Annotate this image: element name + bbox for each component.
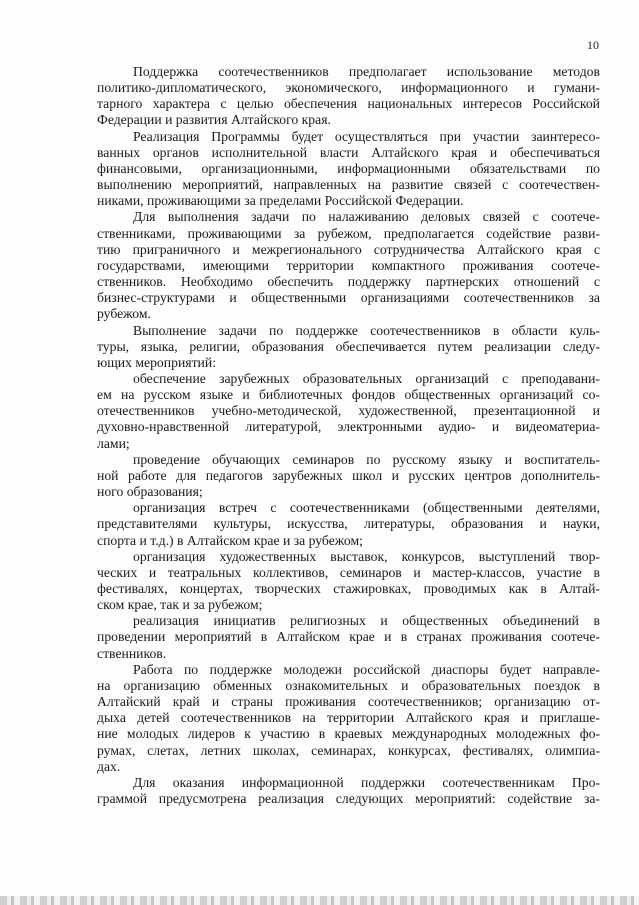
text-line: Работа по поддержке молодежи российской диаспоры будет направле- xyxy=(133,661,600,677)
text-line: реализация инициатив религиозных и общественных объединений в xyxy=(133,613,600,629)
text-line: ванных органов исполнительной власти Алтайского края и обеспечиваться xyxy=(97,144,600,160)
text-line: бизнес-структурами и общественными организациями соотечественников за xyxy=(97,290,600,306)
text-line: государствами, имеющими территории компактного проживания соотече- xyxy=(97,257,600,273)
text-line: Реализация Программы будет осуществляться при участии заинтересо- xyxy=(133,128,600,144)
text-line: туры, языка, религии, образования обеспечивается путем реализации следу- xyxy=(97,338,600,354)
text-line: граммой предусмотрена реализация следующих мероприятий: содействие за- xyxy=(97,791,600,807)
paragraph xyxy=(97,500,600,548)
text-line: Федерации и развития Алтайского края. xyxy=(97,112,331,128)
text-line: ственников. xyxy=(97,645,167,661)
text-line: ственников. Необходимо обеспечить поддержку партнерских отношений с xyxy=(97,274,600,290)
text-line: рубежом. xyxy=(97,306,151,322)
text-line: лами; xyxy=(97,435,130,451)
text-line: проведение обучающих семинаров по русскому языку и воспитатель- xyxy=(133,451,600,467)
text-line: финансовыми, организационными, информационными обязательствами по xyxy=(97,160,600,176)
text-line: ческих и театральных коллективов, семинаров и мастер-классов, участие в xyxy=(97,564,600,580)
text-line: тарного характера с целью обеспечения национальных интересов Российской xyxy=(97,96,600,112)
text-line: ющих мероприятий: xyxy=(97,354,217,370)
text-line: спорта и т.д.) в Алтайском крае и за рубежом; xyxy=(97,532,363,548)
text-line: представителями культуры, искусства, литературы, образования и науки, xyxy=(97,516,600,532)
text-line: проведении мероприятий в Алтайском крае и в странах проживания соотече- xyxy=(97,629,600,645)
paragraph xyxy=(97,64,600,129)
text-line: дах. xyxy=(97,758,121,774)
paragraph xyxy=(97,452,600,500)
text-line: ем на русском языке и библиотечных фондов общественных организаций со- xyxy=(97,387,600,403)
page-number: 10 xyxy=(587,38,599,52)
paragraph xyxy=(97,549,600,614)
text-line: ной работе для педагогов зарубежных школ и русских центров дополнитель- xyxy=(97,467,600,483)
document-body xyxy=(97,64,600,807)
text-line: ском крае, так и за рубежом; xyxy=(97,597,263,613)
text-line: Поддержка соотечественников предполагает использование методов xyxy=(133,64,600,79)
paragraph xyxy=(97,371,600,452)
text-line: Выполнение задачи по поддержке соотечественников в области куль- xyxy=(133,322,600,338)
paragraph xyxy=(97,323,600,371)
text-line: тию приграничного и межрегионального сотрудничества Алтайского края с xyxy=(97,241,600,257)
text-line: на организацию обменных ознакомительных и образовательных поездок в xyxy=(97,677,600,693)
scan-edge xyxy=(0,896,639,905)
text-line: отечественников учебно-методической, художественной, презентационной и xyxy=(97,403,600,419)
text-line: Алтайский край и страны проживания соотечественников; организацию от- xyxy=(97,694,600,710)
text-line: никами, проживающими за пределами Российской Федерации. xyxy=(97,193,464,209)
paragraph xyxy=(97,662,600,775)
text-line: дыха детей соотечественников на территории Алтайского края и приглаше- xyxy=(97,710,600,726)
text-line: ного образования; xyxy=(97,484,203,500)
text-line: выполнению мероприятий, направленных на развитие связей с соотечествен- xyxy=(97,177,600,193)
text-line: румах, слетах, летних школах, семинарах, конкурсах, фестивалях, олимпиа- xyxy=(97,742,600,758)
paragraph xyxy=(97,775,600,807)
text-line: ственниками, проживающими за рубежом, предполагается содействие разви- xyxy=(97,225,600,241)
paragraph xyxy=(97,613,600,661)
text-line: Для выполнения задачи по налаживанию деловых связей с соотече- xyxy=(133,209,600,225)
text-line: политико-дипломатического, экономического, информационного и гумани- xyxy=(97,80,600,96)
paragraph xyxy=(97,129,600,210)
text-line: организация встреч с соотечественниками (общественными деятелями, xyxy=(133,500,600,516)
text-line: организация художественных выставок, конкурсов, выступлений твор- xyxy=(133,548,600,564)
text-line: духовно-нравственной литературой, электронными аудио- и видеоматериа- xyxy=(97,419,600,435)
text-line: фестивалях, концертах, творческих стажировках, проводимых как в Алтай- xyxy=(97,581,600,596)
text-line: ние молодых лидеров к участию в краевых международных молодежных фо- xyxy=(97,726,600,742)
text-line: Для оказания информационной поддержки соотечественникам Про- xyxy=(133,774,600,790)
paragraph xyxy=(97,209,600,322)
text-line: обеспечение зарубежных образовательных организаций с преподавани- xyxy=(133,370,600,386)
